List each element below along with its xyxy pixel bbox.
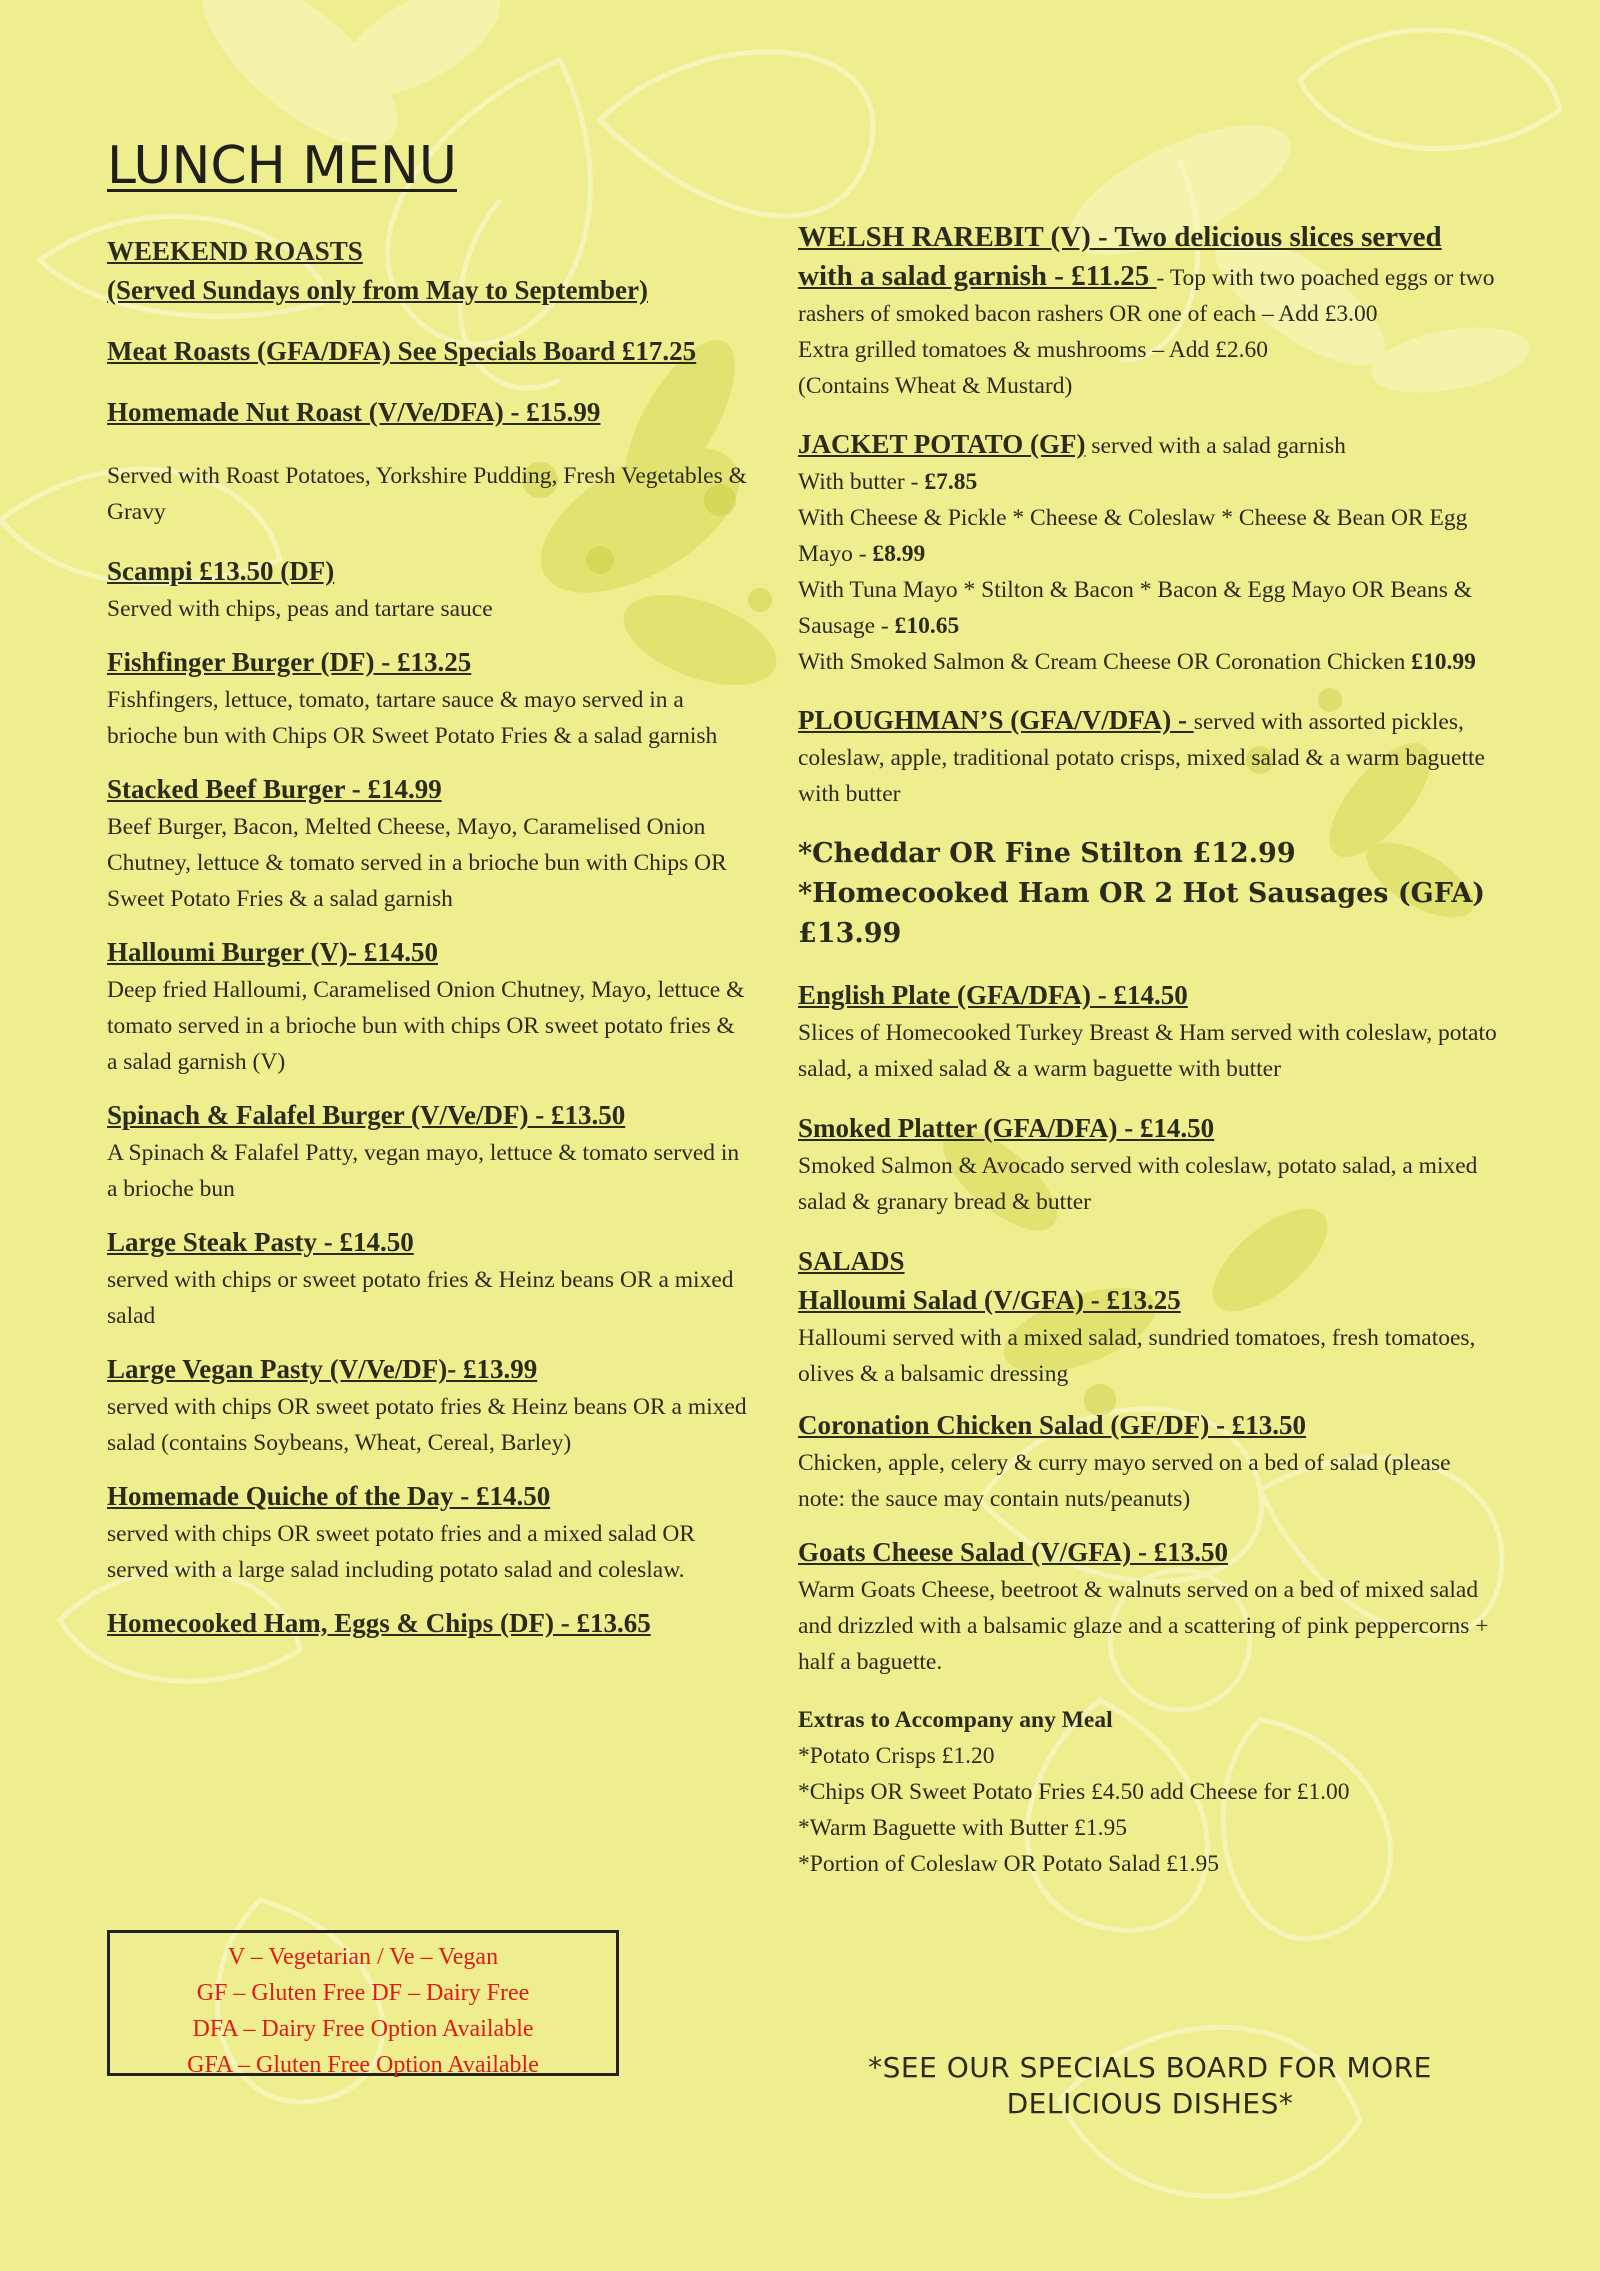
jacket-potato-heading-line <box>798 426 1498 464</box>
left-column <box>107 136 747 1659</box>
menu-item <box>107 643 747 754</box>
salad-name: Coronation Chicken Salad (GF/DF) - £13.50 <box>798 1410 1307 1440</box>
smoked-platter-description: Smoked Salmon & Avocado served with coleslaw, potato salad, a mixed salad & granary bread & butter <box>798 1153 1478 1215</box>
welsh-rarebit-heading: WELSH RAREBIT (V) - Two delicious slices served with a salad garnish - £11.25 <box>798 221 1442 292</box>
welsh-rarebit-description: - Top with two poached eggs or two rashers of smoked bacon rashers OR one of each – Add £3.00 <box>798 265 1495 327</box>
extras-item: *Potato Crisps £1.20 <box>798 1743 995 1769</box>
salad-item <box>798 1533 1498 1680</box>
right-column <box>798 218 1498 1904</box>
jacket-option-text: With butter - <box>798 469 925 495</box>
ploughmans-block <box>798 702 1498 812</box>
salad-description: Halloumi served with a mixed salad, sundried tomatoes, fresh tomatoes, olives & a balsamic dressing <box>798 1325 1476 1387</box>
welsh-rarebit-extra: Extra grilled tomatoes & mushrooms – Add £2.60 <box>798 337 1268 363</box>
extras-heading: Extras to Accompany any Meal <box>798 1707 1113 1733</box>
meat-roasts-item <box>107 332 747 371</box>
english-plate-heading: English Plate (GFA/DFA) - £14.50 <box>798 980 1188 1010</box>
cheddar-option: *Cheddar OR Fine Stilton £12.99 <box>798 838 1296 869</box>
menu-item-name: Halloumi Burger (V)- £14.50 <box>107 937 438 967</box>
roast-description <box>107 458 747 530</box>
salad-name: Halloumi Salad (V/GFA) - £13.25 <box>798 1285 1181 1315</box>
menu-item <box>107 1223 747 1334</box>
menu-item <box>107 1604 747 1643</box>
jacket-option-price: £10.99 <box>1411 649 1476 675</box>
menu-item <box>107 1096 747 1207</box>
salad-item <box>798 1406 1498 1517</box>
jacket-option <box>798 572 1498 644</box>
extras-item: *Chips OR Sweet Potato Fries £4.50 add Cheese for £1.00 <box>798 1779 1350 1805</box>
legend-line: GF – Gluten Free DF – Dairy Free <box>196 1980 530 2006</box>
menu-item-name: Spinach & Falafel Burger (V/Ve/DF) - £13.50 <box>107 1100 626 1130</box>
menu-item-description: Deep fried Halloumi, Caramelised Onion Chutney, Mayo, lettuce & tomato served in a brioche bun with chips OR sweet potato fries & a salad garnish (V) <box>107 977 745 1075</box>
welsh-rarebit-contains: (Contains Wheat & Mustard) <box>798 373 1073 399</box>
menu-item-name: Homemade Quiche of the Day - £14.50 <box>107 1481 551 1511</box>
menu-item-name: Fishfinger Burger (DF) - £13.25 <box>107 647 472 677</box>
english-plate-item <box>798 976 1498 1087</box>
ham-option: *Homecooked Ham OR 2 Hot Sausages (GFA) £13.99 <box>798 878 1486 949</box>
extras-item: *Portion of Coleslaw OR Potato Salad £1.95 <box>798 1851 1220 1877</box>
jacket-potato-subtitle: served with a salad garnish <box>1085 433 1346 459</box>
nut-roast-item <box>107 393 747 432</box>
welsh-rarebit-item <box>798 218 1498 404</box>
menu-item <box>107 1477 747 1588</box>
menu-item-name: Large Vegan Pasty (V/Ve/DF)- £13.99 <box>107 1354 538 1384</box>
legend-line: GFA – Gluten Free Option Available <box>187 2052 539 2078</box>
meat-roasts-heading: Meat Roasts (GFA/DFA) See Specials Board £17.25 <box>107 336 697 366</box>
jacket-potato-item <box>798 426 1498 680</box>
ploughmans-description: served with assorted pickles, coleslaw, apple, traditional potato crisps, mixed salad & a warm baguette with butter <box>798 709 1485 807</box>
weekend-roasts-subheading: (Served Sundays only from May to September) <box>107 275 648 305</box>
salads-section <box>798 1242 1498 1392</box>
menu-item-name: Scampi £13.50 (DF) <box>107 556 335 586</box>
ploughmans-heading: PLOUGHMAN’S (GFA/V/DFA) - <box>798 705 1194 735</box>
jacket-option-text: With Smoked Salmon & Cream Cheese OR Coronation Chicken <box>798 649 1412 675</box>
menu-item-name: Homecooked Ham, Eggs & Chips (DF) - £13.65 <box>107 1608 651 1638</box>
menu-item-description: served with chips OR sweet potato fries & Heinz beans OR a mixed salad (contains Soybeans, Wheat, Cereal, Barley) <box>107 1394 747 1456</box>
menu-item-name: Stacked Beef Burger - £14.99 <box>107 774 442 804</box>
menu-item-description: Served with chips, peas and tartare sauce <box>107 596 493 622</box>
jacket-option <box>798 464 1498 500</box>
jacket-option-text: With Cheese & Pickle * Cheese & Coleslaw * Cheese & Bean OR Egg Mayo - <box>798 505 1468 567</box>
menu-item <box>107 770 747 917</box>
jacket-option-price: £7.85 <box>924 469 978 495</box>
roast-description-text: Served with Roast Potatoes, Yorkshire Pudding, Fresh Vegetables & Gravy <box>107 463 747 525</box>
menu-item <box>107 552 747 627</box>
nut-roast-heading: Homemade Nut Roast (V/Ve/DFA) - £15.99 <box>107 397 601 427</box>
extras-section <box>798 1702 1498 1882</box>
weekend-roasts-heading: WEEKEND ROASTS <box>107 236 363 266</box>
jacket-option-price: £8.99 <box>872 541 926 567</box>
footer-line: *SEE OUR SPECIALS BOARD FOR MORE <box>868 2051 1432 2084</box>
menu-item-name: Large Steak Pasty - £14.50 <box>107 1227 414 1257</box>
salad-name: Goats Cheese Salad (V/GFA) - £13.50 <box>798 1537 1228 1567</box>
salad-description: Chicken, apple, celery & curry mayo served on a bed of salad (please note: the sauce may contain nuts/peanuts) <box>798 1450 1451 1512</box>
smoked-platter-item <box>798 1109 1498 1220</box>
menu-item-description: Fishfingers, lettuce, tomato, tartare sauce & mayo served in a brioche bun with Chips OR Sweet Potato Fries & a salad garnish <box>107 687 718 749</box>
salads-heading: SALADS <box>798 1246 905 1276</box>
menu-item <box>107 1350 747 1461</box>
menu-item-description: Beef Burger, Bacon, Melted Cheese, Mayo, Caramelised Onion Chutney, lettuce & tomato served in a brioche bun with Chips OR Sweet Potato Fries & a salad garnish <box>107 814 727 912</box>
menu-item-description: A Spinach & Falafel Patty, vegan mayo, lettuce & tomato served in a brioche bun <box>107 1140 740 1202</box>
ploughmans-item <box>798 702 1498 812</box>
jacket-option-text: With Tuna Mayo * Stilton & Bacon * Bacon & Egg Mayo OR Beans & Sausage - <box>798 577 1473 639</box>
legend-line: DFA – Dairy Free Option Available <box>192 2016 534 2042</box>
jacket-option <box>798 500 1498 572</box>
dietary-legend <box>107 1930 619 2076</box>
jacket-option-price: £10.65 <box>894 613 960 639</box>
legend-line: V – Vegetarian / Ve – Vegan <box>227 1944 499 1970</box>
salad-description: Warm Goats Cheese, beetroot & walnuts served on a bed of mixed salad and drizzled with a balsamic glaze and a scattering of pink peppercorns + half a baguette. <box>798 1577 1489 1675</box>
english-plate-description: Slices of Homecooked Turkey Breast & Ham served with coleslaw, potato salad, a mixed salad & a warm baguette with butter <box>798 1020 1497 1082</box>
specials-footer <box>790 2050 1510 2122</box>
menu-item-description: served with chips or sweet potato fries & Heinz beans OR a mixed salad <box>107 1267 734 1329</box>
welsh-rarebit-block <box>798 218 1498 332</box>
ploughmans-options <box>798 834 1498 954</box>
menu-item-description: served with chips OR sweet potato fries and a mixed salad OR served with a large salad including potato salad and coleslaw. <box>107 1521 696 1583</box>
extras-item: *Warm Baguette with Butter £1.95 <box>798 1815 1127 1841</box>
smoked-platter-heading: Smoked Platter (GFA/DFA) - £14.50 <box>798 1113 1215 1143</box>
weekend-roasts-section <box>107 232 747 310</box>
footer-line: DELICIOUS DISHES* <box>1006 2087 1294 2120</box>
menu-title: LUNCH MENU <box>107 136 457 196</box>
jacket-option <box>798 644 1498 680</box>
jacket-potato-heading: JACKET POTATO (GF) <box>798 429 1086 459</box>
menu-item <box>107 933 747 1080</box>
